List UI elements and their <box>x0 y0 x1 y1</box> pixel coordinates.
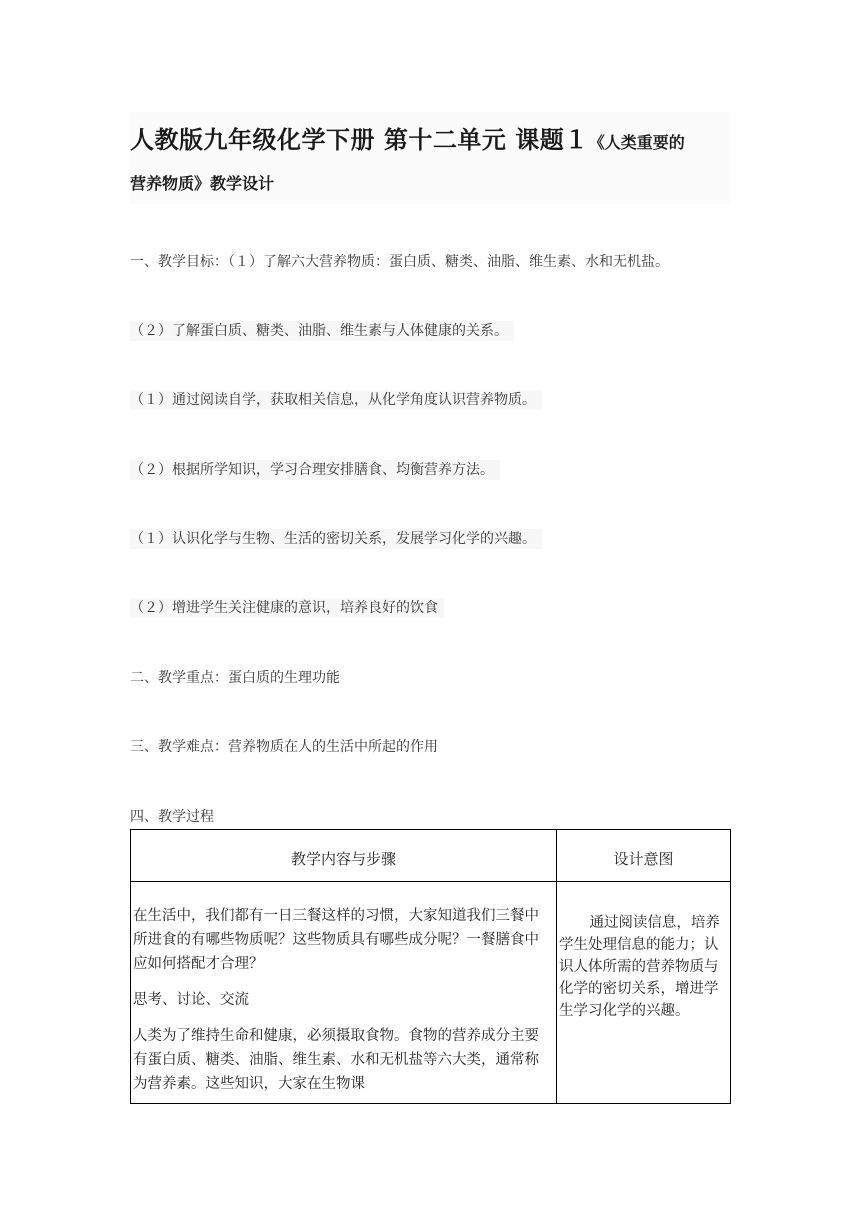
table-row <box>131 882 731 1104</box>
objective-paragraph: （２）根据所学知识，学习合理安排膳食、均衡营养方法。 <box>130 460 500 480</box>
teaching-process-table <box>130 829 731 1104</box>
content-steps-cell <box>131 882 557 1104</box>
title-line-2: 营养物质》教学设计 <box>130 174 275 193</box>
header-content-steps: 教学内容与步骤 <box>131 830 557 882</box>
key-point-heading: 二、教学重点：蛋白质的生理功能 <box>130 670 340 686</box>
objective-paragraph: （１）认识化学与生物、生活的密切关系，发展学习化学的兴趣。 <box>130 529 542 549</box>
document-title <box>130 112 730 204</box>
content-paragraph: 在生活中，我们都有一日三餐这样的习惯，大家知道我们三餐中所进食的有哪些物质呢？这些物质具有哪些成分呢？一餐膳食中应如何搭配才合理？ <box>133 908 539 972</box>
content-paragraph: 思考、讨论、交流 <box>133 992 249 1008</box>
objective-paragraph: （２）了解蛋白质、糖类、油脂、维生素与人体健康的关系。 <box>130 321 514 341</box>
content-paragraph: 人类为了维持生命和健康，必须摄取食物。食物的营养成分主要有蛋白质、糖类、油脂、维生素、水和无机盐等六大类，通常称为营养素。这些知识，大家在生物课 <box>133 1028 539 1092</box>
design-intent-cell <box>557 882 731 1104</box>
objective-paragraph: 一、教学目标：（１）了解六大营养物质：蛋白质、糖类、油脂、维生素、水和无机盐。 <box>130 254 669 270</box>
objective-paragraph: （１）通过阅读自学，获取相关信息，从化学角度认识营养物质。 <box>130 390 542 410</box>
design-intent-text: 通过阅读信息，培养学生处理信息的能力；认识人体所需的营养物质与化学的密切关系，增进学生学习化学的兴趣。 <box>559 914 720 1019</box>
table-header-row <box>131 830 731 882</box>
difficulty-heading: 三、教学难点：营养物质在人的生活中所起的作用 <box>130 739 438 755</box>
title-sub: 《人类重要的 <box>588 133 685 152</box>
header-design-intent: 设计意图 <box>557 830 731 882</box>
objective-paragraph: （２）增进学生关注健康的意识，培养良好的饮食 <box>130 598 444 618</box>
title-main: 人教版九年级化学下册 第十二单元 课题１ <box>130 126 589 154</box>
process-heading: 四、教学过程 <box>130 809 214 825</box>
title-line-1 <box>130 120 685 155</box>
